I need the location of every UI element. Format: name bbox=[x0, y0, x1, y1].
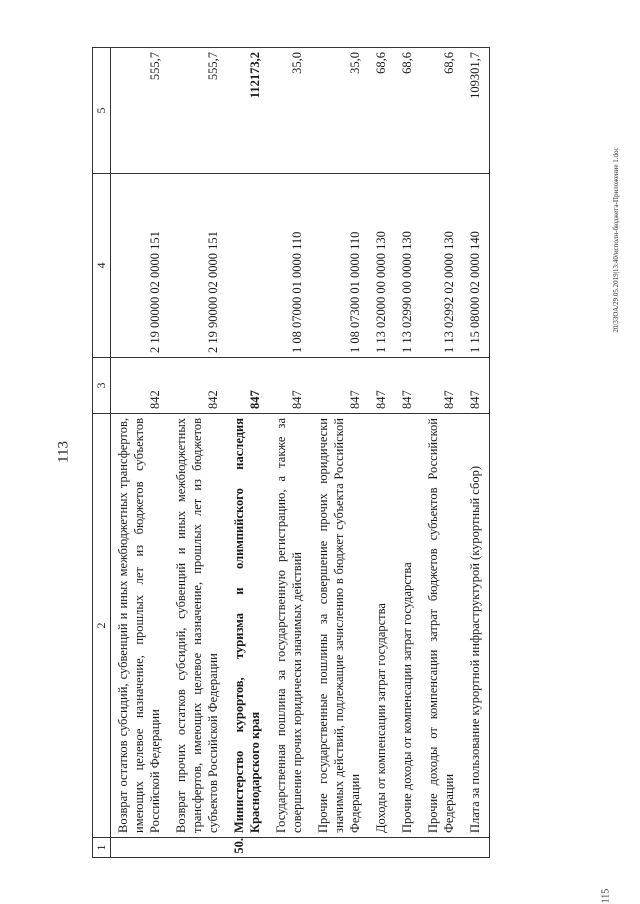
table-row bbox=[369, 48, 395, 858]
table-row bbox=[311, 48, 369, 858]
row-classification-code: 2 19 90000 02 0000 151 bbox=[169, 174, 227, 358]
header-col-4: 4 bbox=[93, 174, 111, 358]
row-classification-code: 1 08 07300 01 0000 110 bbox=[311, 174, 369, 358]
row-name: Доходы от компенсации затрат государства bbox=[369, 414, 395, 838]
header-col-1: 1 bbox=[93, 838, 111, 858]
row-admin-code: 847 bbox=[227, 358, 269, 414]
row-value: 35,0 bbox=[311, 48, 369, 174]
row-admin-code: 847 bbox=[311, 358, 369, 414]
header-row bbox=[93, 48, 111, 858]
table-row bbox=[421, 48, 463, 858]
row-classification-code: 2 19 00000 02 0000 151 bbox=[111, 174, 170, 358]
row-name: Прочие доходы от компенсации затрат государства bbox=[395, 414, 421, 838]
row-name: Прочие государственные пошлины за совершение прочих юридически значимых действий, подлежащие зачислению в бюджет субъекта Российской Федерации bbox=[311, 414, 369, 838]
row-number bbox=[311, 838, 369, 858]
row-name: Возврат прочих остатков субсидий, субвенций и иных межбюджетных трансфертов, имеющих целевое назначение, прошлых лет из бюджетов субъектов Российской Федерации bbox=[169, 414, 227, 838]
row-admin-code: 847 bbox=[269, 358, 311, 414]
header-col-2: 2 bbox=[93, 414, 111, 838]
row-value: 68,6 bbox=[421, 48, 463, 174]
row-value: 555,7 bbox=[111, 48, 170, 174]
table-row bbox=[269, 48, 311, 858]
row-admin-code: 847 bbox=[395, 358, 421, 414]
row-admin-code: 847 bbox=[463, 358, 490, 414]
table-row bbox=[463, 48, 490, 858]
row-number bbox=[169, 838, 227, 858]
row-number: 50. bbox=[227, 838, 269, 858]
corner-number: 115 bbox=[600, 888, 612, 904]
row-value: 35,0 bbox=[269, 48, 311, 174]
row-classification-code: 1 13 02992 02 0000 130 bbox=[421, 174, 463, 358]
row-number bbox=[369, 838, 395, 858]
row-admin-code: 847 bbox=[369, 358, 395, 414]
row-number bbox=[111, 838, 170, 858]
row-value: 112173,2 bbox=[227, 48, 269, 174]
row-admin-code: 842 bbox=[111, 358, 170, 414]
row-name: Прочие доходы от компенсации затрат бюджетов субъектов Российской Федерации bbox=[421, 414, 463, 838]
row-value: 109301,7 bbox=[463, 48, 490, 174]
row-number bbox=[421, 838, 463, 858]
row-admin-code: 842 bbox=[169, 358, 227, 414]
row-classification-code bbox=[227, 174, 269, 358]
table-row bbox=[395, 48, 421, 858]
table-row bbox=[169, 48, 227, 858]
row-name: Плата за пользование курортной инфраструктурой (курортный сбор) bbox=[463, 414, 490, 838]
row-classification-code: 1 13 02000 00 0000 130 bbox=[369, 174, 395, 358]
table-container bbox=[92, 48, 602, 858]
row-admin-code: 847 bbox=[421, 358, 463, 414]
table-row bbox=[227, 48, 269, 858]
page-number: 113 bbox=[55, 441, 72, 463]
row-classification-code: 1 13 02990 00 0000 130 bbox=[395, 174, 421, 358]
rotated-page bbox=[92, 48, 602, 858]
budget-table bbox=[92, 47, 490, 858]
row-number bbox=[463, 838, 490, 858]
header-col-5: 5 bbox=[93, 48, 111, 174]
row-value: 68,6 bbox=[369, 48, 395, 174]
row-value: 68,6 bbox=[395, 48, 421, 174]
row-classification-code: 1 08 07000 01 0000 110 bbox=[269, 174, 311, 358]
row-name: Государственная пошлина за государственную регистрацию, а также за совершение прочих юридически значимых действий bbox=[269, 414, 311, 838]
header-col-3: 3 bbox=[93, 358, 111, 414]
table-row bbox=[111, 48, 170, 858]
file-path: 20/3ЗОА/29.05.2019|13:40/исполн-бюджета-Приложение 1.doc bbox=[612, 147, 620, 333]
row-number bbox=[269, 838, 311, 858]
row-name: Министерство курортов, туризма и олимпийского наследия Краснодарского края bbox=[227, 414, 269, 838]
row-number bbox=[395, 838, 421, 858]
row-classification-code: 1 15 08000 02 0000 140 bbox=[463, 174, 490, 358]
row-name: Возврат остатков субсидий, субвенций и иных межбюджетных трансфертов, имеющих целевое назначение, прошлых лет из бюджетов субъектов Российской Федерации bbox=[111, 414, 170, 838]
row-value: 555,7 bbox=[169, 48, 227, 174]
